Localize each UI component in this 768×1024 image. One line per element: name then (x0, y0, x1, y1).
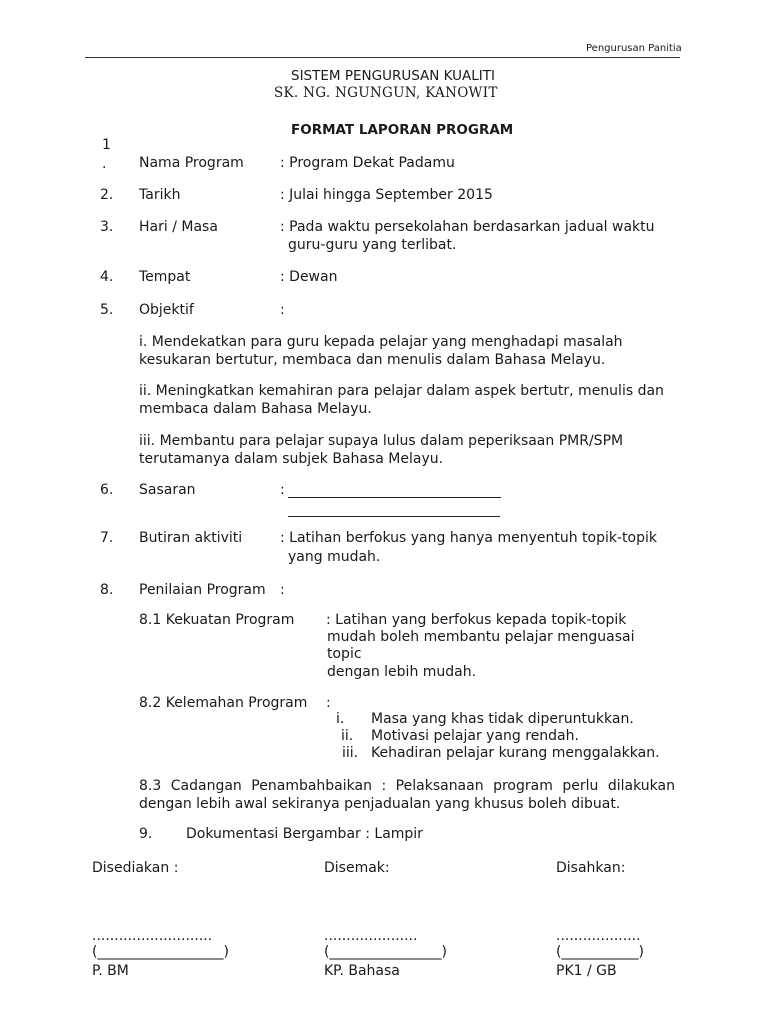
nama-program-value: : Program Dekat Padamu (280, 155, 455, 171)
objektif-iii-line1: iii. Membantu para pelajar supaya lulus dalam peperiksaan PMR/SPM (139, 433, 624, 449)
objektif-ii-line2: membaca dalam Bahasa Melayu. (139, 401, 372, 417)
objektif-i-line1: i. Mendekatkan para guru kepada pelajar yang menghadapi masalah (139, 334, 623, 350)
sasaran-label: Sasaran (139, 482, 196, 498)
disediakan-label: Disediakan : (92, 860, 179, 876)
objektif-iii-line2: terutamanya dalam subjek Bahasa Melayu. (139, 451, 444, 467)
objektif-i-line2: kesukaran bertutur, membaca dan menulis dalam Bahasa Melayu. (139, 352, 606, 368)
tempat-label: Tempat (139, 269, 191, 285)
disahkan-label: Disahkan: (556, 860, 626, 876)
signature-name-2: (________________) (324, 944, 447, 960)
item-number-7: 7. (100, 530, 114, 546)
penilaian-program-label: Penilaian Program (139, 582, 266, 598)
signature-role-2: KP. Bahasa (324, 963, 400, 979)
signature-name-1: (__________________) (92, 944, 229, 960)
kekuatan-program-line3: topic (327, 646, 362, 662)
tarikh-label: Tarikh (139, 187, 181, 203)
tarikh-value: : Julai hingga September 2015 (280, 187, 493, 203)
kekuatan-program-line2: mudah boleh membantu pelajar menguasai (327, 629, 635, 645)
cadangan-line2: dengan lebih awal sekiranya penjadualan yang khusus boleh dibuat. (139, 796, 621, 812)
objektif-colon: : (280, 302, 285, 318)
tempat-value: : Dewan (280, 269, 338, 285)
signature-role-1: P. BM (92, 963, 129, 979)
objektif-label: Objektif (139, 302, 194, 318)
item-number-1-bottom: . (102, 156, 107, 172)
objektif-ii-line1: ii. Meningkatkan kemahiran para pelajar dalam aspek bertutr, menulis dan (139, 383, 664, 399)
disemak-label: Disemak: (324, 860, 390, 876)
hari-masa-value-line2: guru-guru yang terlibat. (288, 237, 457, 253)
kekuatan-program-label: 8.1 Kekuatan Program (139, 612, 295, 628)
running-header: Pengurusan Panitia (586, 43, 682, 54)
signature-role-3: PK1 / GB (556, 963, 617, 979)
kelemahan-i-text: Masa yang khas tidak diperuntukkan. (371, 711, 634, 727)
system-title: SISTEM PENGURUSAN KUALITI (291, 68, 495, 84)
signature-name-3: (___________) (556, 944, 644, 960)
hari-masa-value-line1: : Pada waktu persekolahan berdasarkan jadual waktu (280, 219, 655, 235)
kekuatan-program-line4: dengan lebih mudah. (327, 664, 477, 680)
item-number-2: 2. (100, 187, 114, 203)
kelemahan-iii-text: Kehadiran pelajar kurang menggalakkan. (371, 745, 660, 761)
item-number-6: 6. (100, 482, 114, 498)
nama-program-label: Nama Program (139, 155, 244, 171)
butiran-aktiviti-value-line1: : Latihan berfokus yang hanya menyentuh topik-topik (280, 530, 657, 546)
signature-dots-2: ..................... (324, 928, 418, 944)
penilaian-program-colon: : (280, 582, 285, 598)
item-number-4: 4. (100, 269, 114, 285)
kekuatan-program-line1: : Latihan yang berfokus kepada topik-topik (326, 612, 627, 628)
item-number-1-top: 1 (102, 137, 111, 153)
signature-dots-3: ................... (556, 928, 641, 944)
kelemahan-program-label: 8.2 Kelemahan Program (139, 695, 308, 711)
hari-masa-label: Hari / Masa (139, 219, 218, 235)
sasaran-blank-line2 (288, 515, 500, 517)
signature-dots-1: ........................... (92, 928, 213, 944)
item-number-9: 9. (139, 826, 153, 842)
sasaran-colon: : (280, 482, 285, 498)
dokumentasi-line: Dokumentasi Bergambar : Lampir (186, 826, 423, 842)
kelemahan-iii-number: iii. (342, 745, 359, 761)
butiran-aktiviti-value-line2: yang mudah. (288, 549, 381, 565)
item-number-8: 8. (100, 582, 114, 598)
form-title: FORMAT LAPORAN PROGRAM (291, 122, 514, 138)
butiran-aktiviti-label: Butiran aktiviti (139, 530, 243, 546)
item-number-5: 5. (100, 302, 114, 318)
sasaran-blank-line1 (288, 496, 501, 498)
kelemahan-i-number: i. (336, 711, 345, 727)
cadangan-line1: 8.3 Cadangan Penambahbaikan : Pelaksanaan program perlu dilakukan (139, 778, 675, 794)
item-number-3: 3. (100, 219, 114, 235)
kelemahan-ii-number: ii. (341, 728, 354, 744)
header-rule (85, 57, 680, 58)
kelemahan-program-colon: : (326, 695, 331, 711)
kelemahan-ii-text: Motivasi pelajar yang rendah. (371, 728, 579, 744)
school-name: SK. NG. NGUNGUN, KANOWIT (274, 85, 498, 101)
